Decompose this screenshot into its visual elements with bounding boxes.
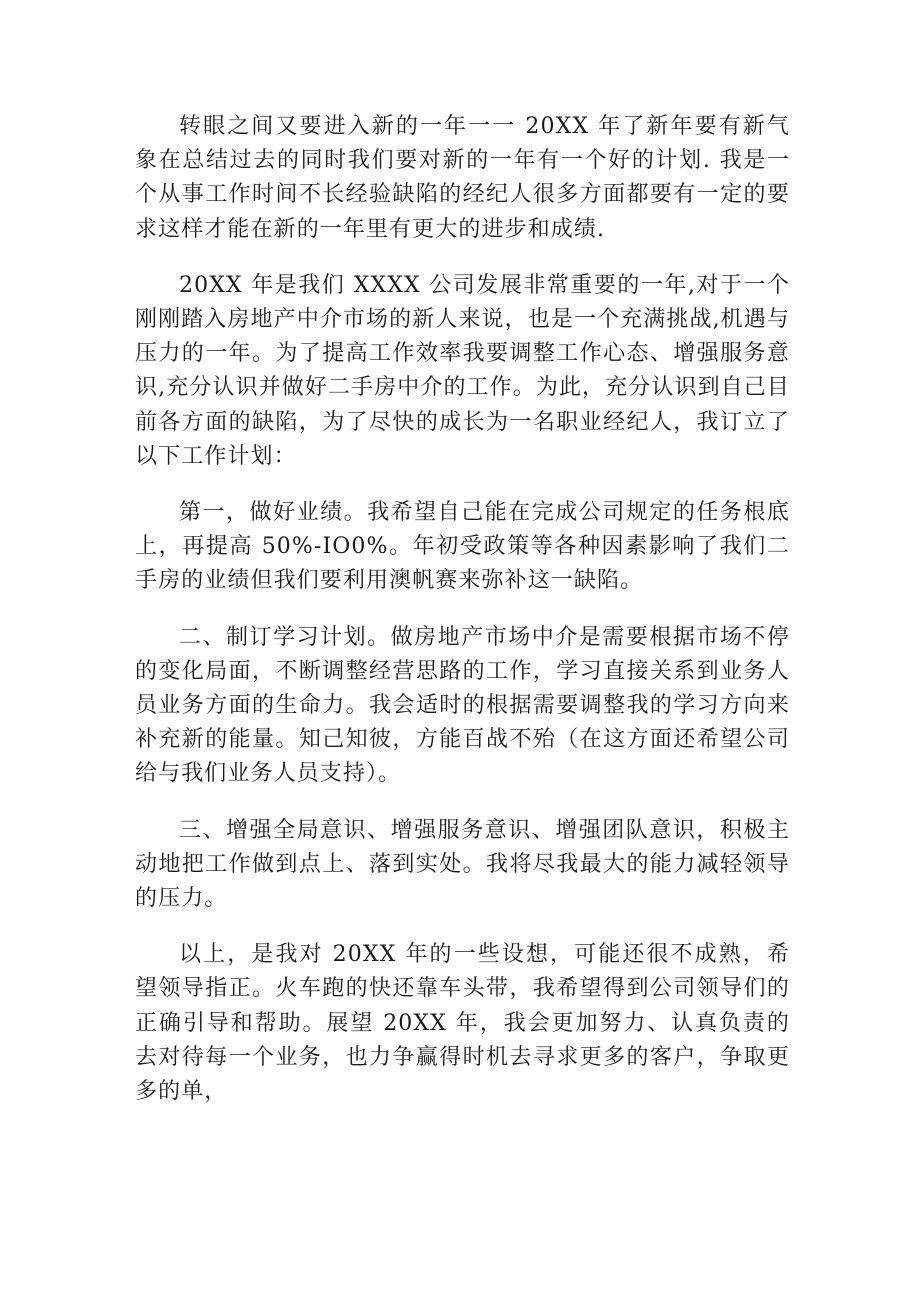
paragraph-plan-study: 二、制订学习计划。做房地产市场中介是需要根据市场不停的变化局面，不断调整经营思路的工作，学习直接关系到业务人员业务方面的生命力。我会适时的根据需要调整我的学习方向来补充新的能量。知己知彼，方能百战不殆（在这方面还希望公司给与我们业务人员支持）。 xyxy=(135,624,790,787)
paragraph-intro: 转眼之间又要进入新的一年一一 20XX 年了新年要有新气象在总结过去的同时我们要对新的一年有一个好的计划. 我是一个从事工作时间不长经验缺陷的经纪人很多方面都要有一定的要求这样才能在新的一年里有更大的进步和成绩. xyxy=(135,114,790,242)
paragraph-plan-awareness: 三、增强全局意识、增强服务意识、增强团队意识，积极主动地把工作做到点上、落到实处。我将尽我最大的能力减轻领导的压力。 xyxy=(135,817,790,912)
paragraph-plan-performance: 第一，做好业绩。我希望自己能在完成公司规定的任务根底上，再提高 50%-IO0%。年初受政策等各种因素影响了我们二手房的业绩但我们要利用澳帆赛来弥补这一缺陷。 xyxy=(135,500,790,594)
paragraph-company-year: 20XX 年是我们 XXXX 公司发展非常重要的一年,对于一个刚刚踏入房地产中介市场的新人来说，也是一个充满挑战,机遇与压力的一年。为了提高工作效率我要调整工作心态、增强服务意识,充分认识并做好二手房中介的工作。为此，充分认识到自己目前各方面的缺陷，为了尽快的成长为一名职业经纪人，我订立了以下工作计划： xyxy=(135,272,790,469)
paragraph-conclusion: 以上，是我对 20XX 年的一些设想，可能还很不成熟，希望领导指正。火车跑的快还靠车头带，我希望得到公司领导们的正确引导和帮助。展望 20XX 年，我会更加努力、认真负责的去对待每一个业务，也力争赢得时机去寻求更多的客户，争取更多的单， xyxy=(135,942,790,1105)
document-body xyxy=(135,110,790,1109)
